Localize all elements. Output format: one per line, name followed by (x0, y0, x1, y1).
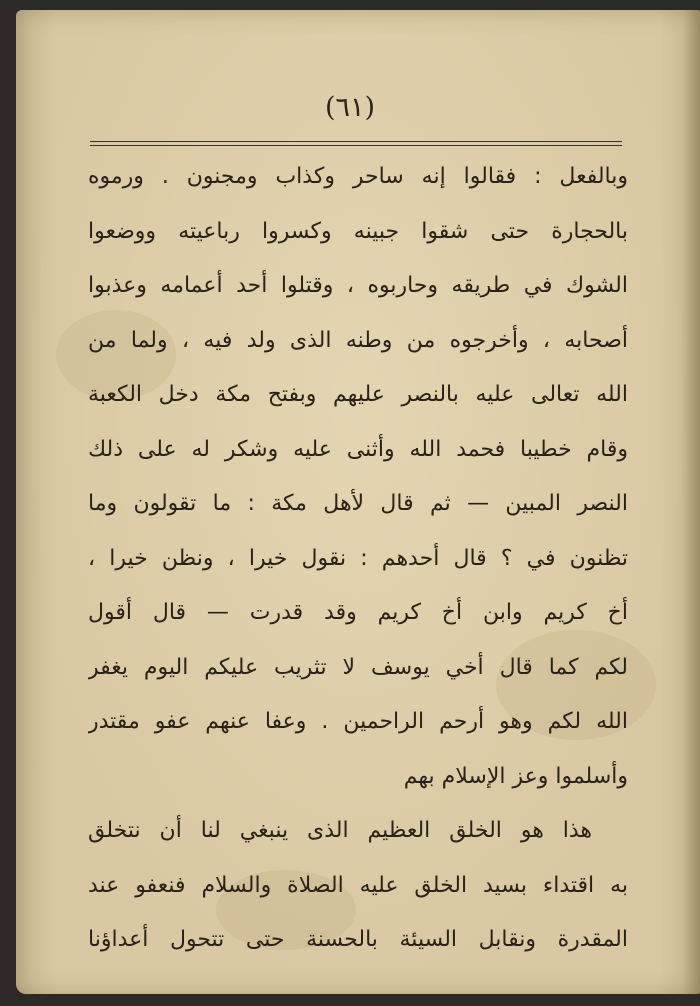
text-line: الشوك في طريقه وحاربوه ، وقتلوا أحد أعمامه وعذبوا (88, 273, 628, 298)
text-line: الله لكم وهو أرحم الراحمين . وعفا عنهم عفو مقتدر (88, 709, 628, 734)
text-line: وبالفعل : فقالوا إنه ساحر وكذاب ومجنون . ورموه (88, 164, 628, 189)
text-line: بالحجارة حتى شقوا جبينه وكسروا رباعيته ووضعوا (88, 218, 628, 244)
header-rule-thin (90, 145, 622, 146)
paragraph-end-line: وأسلموا وعز الإسلام بهم (403, 763, 628, 789)
text-line: لكم كما قال أخي يوسف لا تثريب عليكم اليوم يغفر (88, 654, 628, 680)
header-rule (90, 141, 622, 142)
page-number: (٦١) (324, 92, 376, 123)
text-line: النصر المبين — ثم قال لأهل مكة : ما تقولون وما (88, 491, 628, 516)
text-line: تظنون في ؟ قال أحدهم : نقول خيرا ، ونظن خيرا ، (88, 545, 628, 571)
page-edge-shadow (682, 10, 700, 994)
text-line: الله تعالى عليه بالنصر عليهم وبفتح مكة دخل الكعبة (88, 382, 628, 407)
text-line: به اقتداء بسيد الخلق عليه الصلاة والسلام فنعفو عند (88, 872, 628, 898)
paragraph-start-line: هذا هو الخلق العظيم الذى ينبغي لنا أن نتخلق (88, 818, 592, 843)
text-line: أخ كريم وابن أخ كريم وقد قدرت — قال أقول (88, 600, 628, 625)
text-line: أصحابه ، وأخرجوه من وطنه الذى ولد فيه ، ولما من (88, 327, 628, 353)
text-line: وقام خطيبا فحمد الله وأثنى عليه وشكر له على ذلك (88, 436, 628, 462)
text-line: المقدرة ونقابل السيئة بالحسنة حتى تتحول أعداؤنا (88, 927, 628, 952)
page-body-text (88, 150, 628, 968)
